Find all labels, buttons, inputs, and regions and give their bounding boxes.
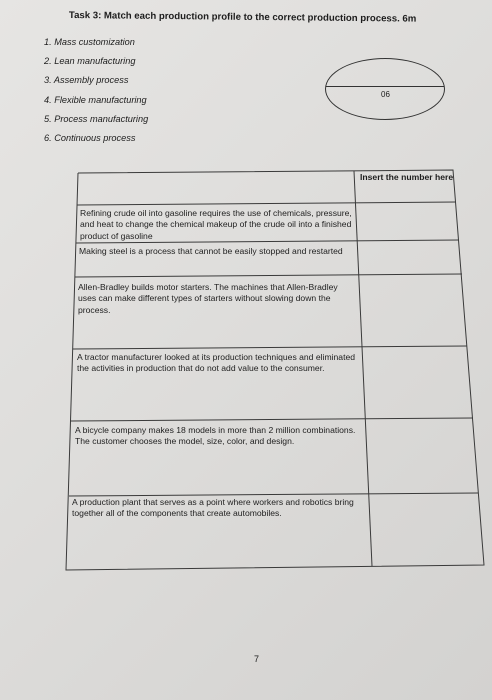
- process-item: 6. Continuous process: [44, 133, 136, 144]
- score-value: 06: [381, 90, 390, 99]
- row-divider: [77, 202, 456, 205]
- page-number: 7: [254, 654, 260, 664]
- process-item: 3. Assembly process: [44, 75, 129, 86]
- row-divider: [75, 274, 462, 277]
- process-item: 5. Process manufacturing: [44, 113, 149, 124]
- answer-column-header: Insert the number here: [360, 172, 454, 182]
- profile-cell: Refining crude oil into gasoline requires the use of chemicals, pressure, and heat to change the chemical makeup of the crude oil into a finished product of gasoline: [80, 208, 352, 241]
- process-item: 2. Lean manufacturing: [44, 56, 136, 67]
- profile-cell: A tractor manufacturer looked at its production techniques and eliminated the activities in production that do not add value to the consumer.: [77, 352, 356, 374]
- profile-cell: Making steel is a process that cannot be easily stopped and restarted: [79, 246, 343, 256]
- task-title: Task 3: Match each production profile to the correct production process. 6m: [68, 10, 417, 25]
- row-divider: [73, 346, 467, 349]
- row-divider: [69, 493, 478, 496]
- profile-cell: A bicycle company makes 18 models in more than 2 million combinations. The customer chooses the model, size, color, and design.: [75, 425, 356, 447]
- profile-cell: Allen-Bradley builds motor starters. The machines that Allen-Bradley uses can make different types of starters without slowing down the process.: [78, 282, 338, 315]
- profile-cell: A production plant that serves as a point where workers and robotics bring together all of the components that create automobiles.: [72, 497, 354, 519]
- process-item: 1. Mass customization: [44, 37, 135, 47]
- process-item: 4. Flexible manufacturing: [44, 94, 147, 105]
- row-divider: [71, 418, 473, 421]
